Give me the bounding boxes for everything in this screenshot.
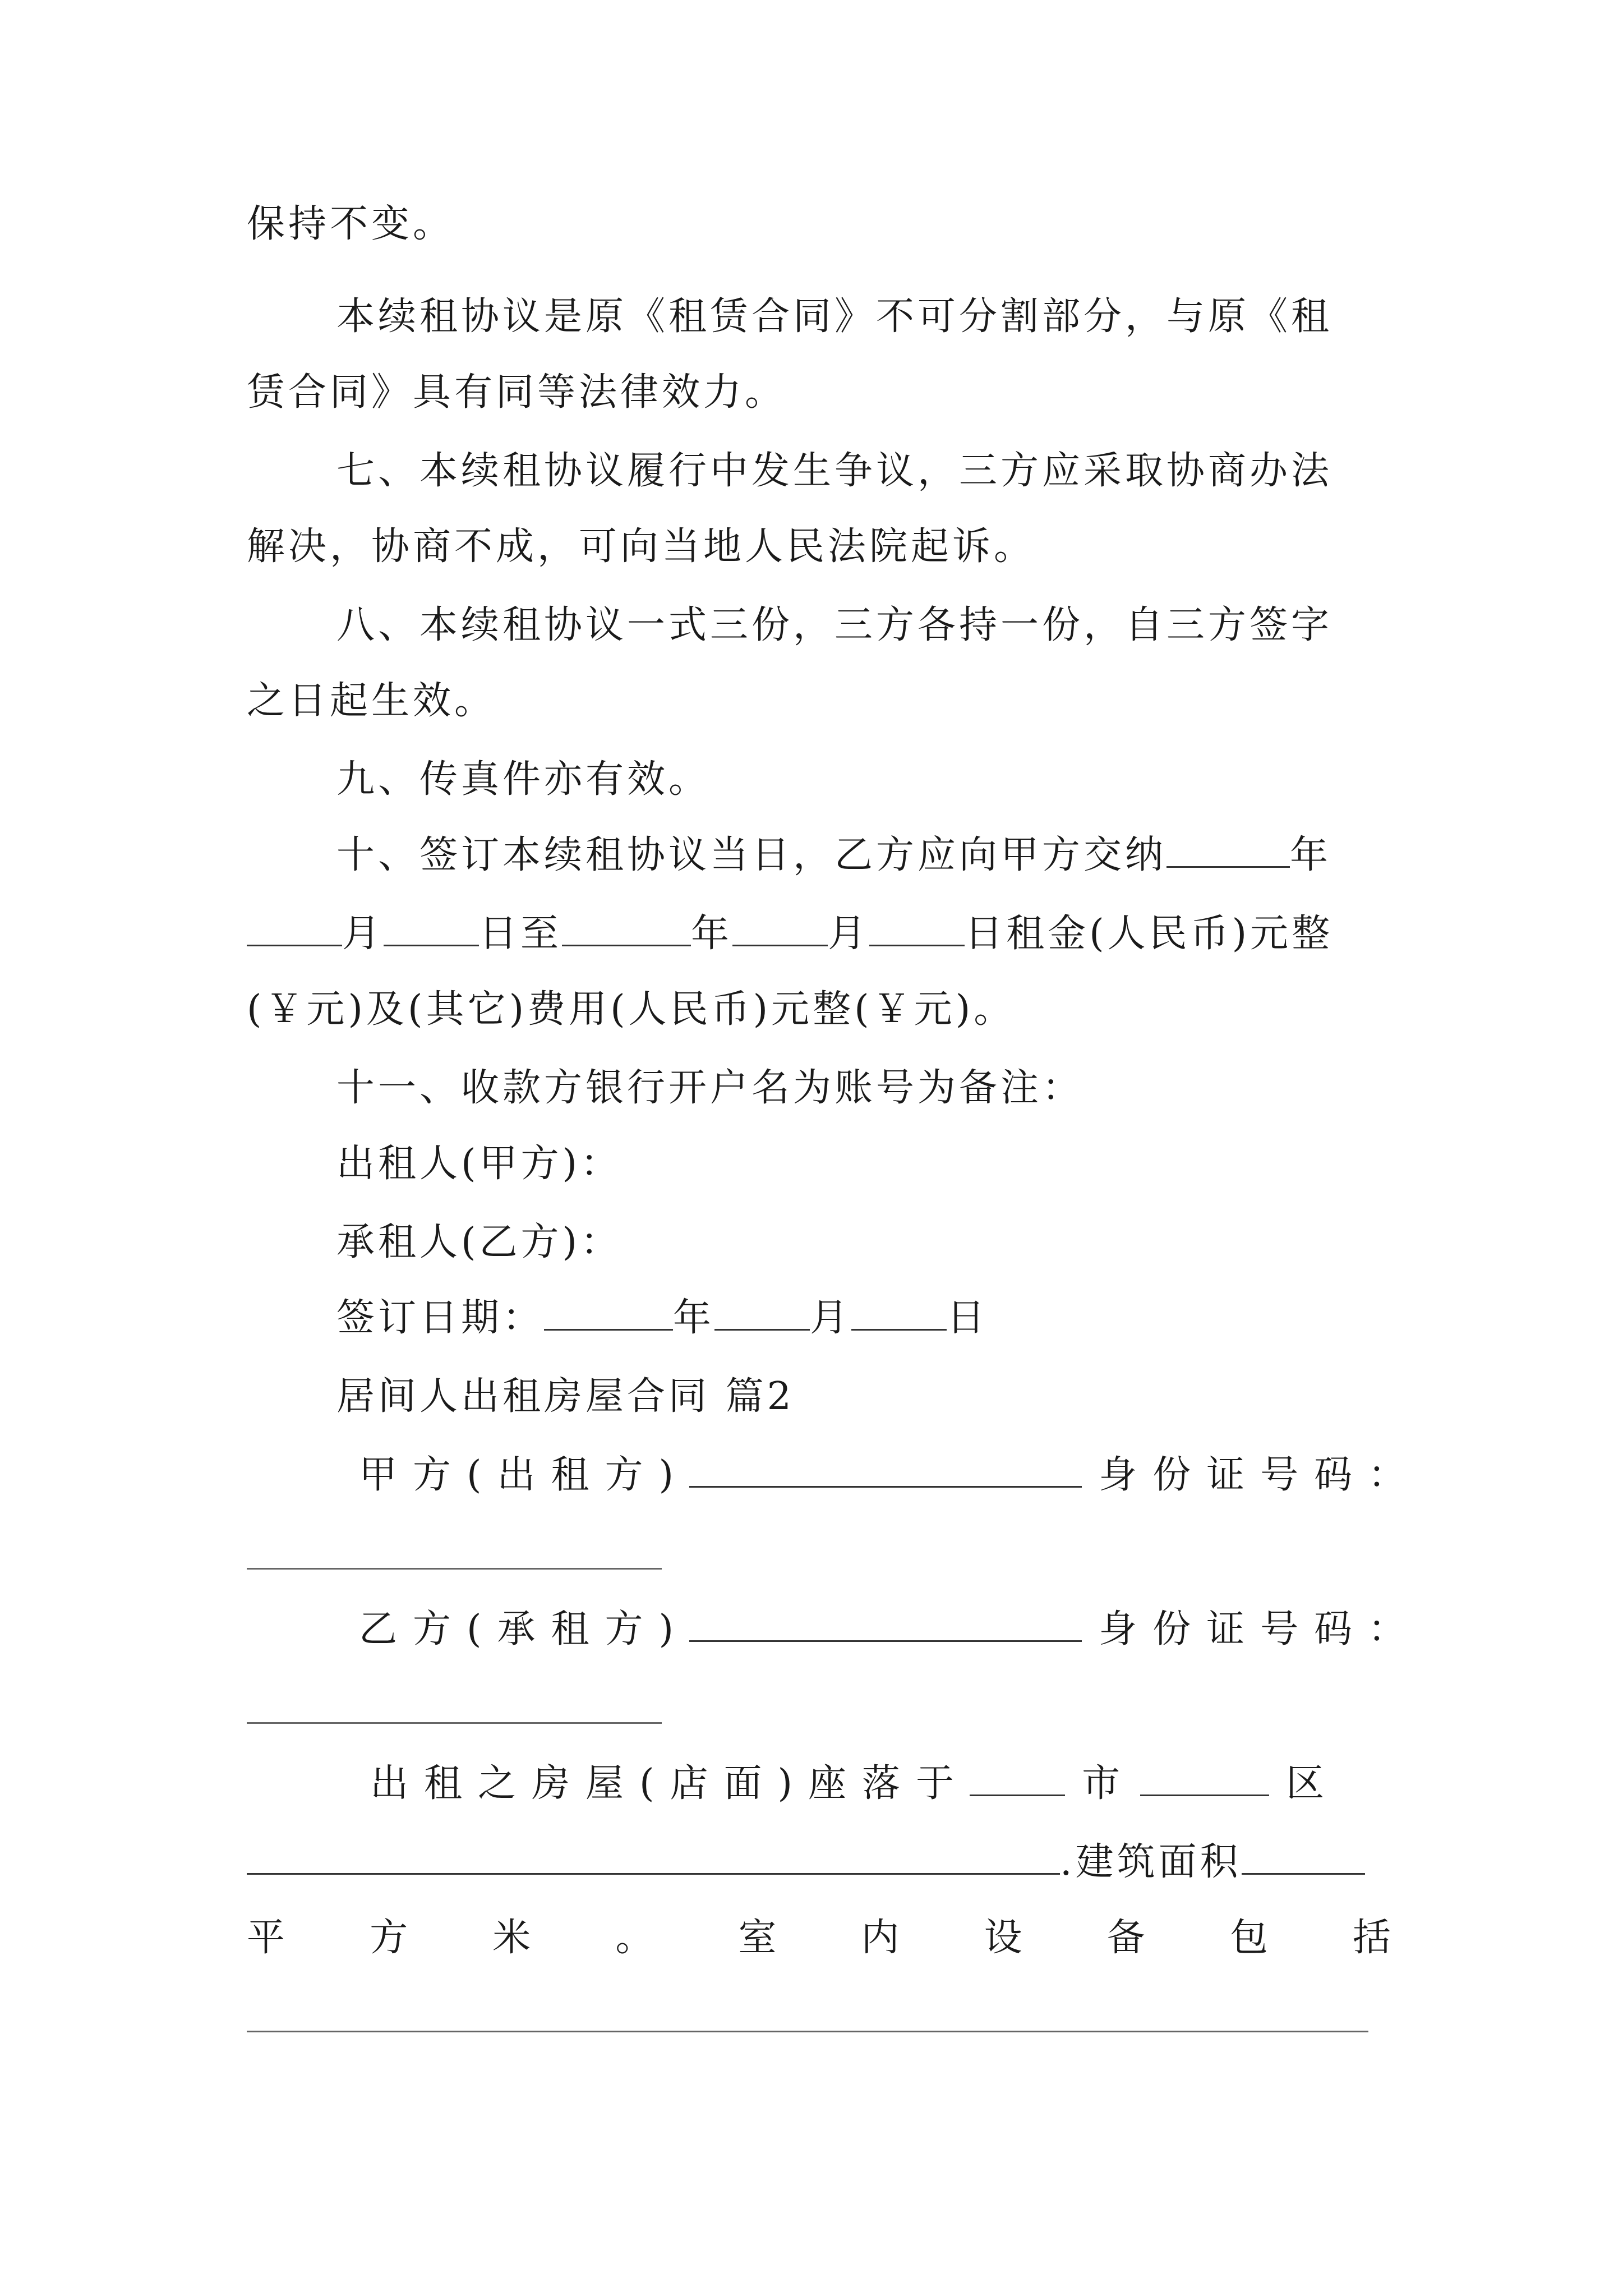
- char: 方: [370, 1916, 408, 1960]
- year-label: 年: [1290, 833, 1332, 877]
- blank-field[interactable]: [384, 911, 479, 946]
- text-line: 十一、收款方银行开户名为账号为备注：: [336, 1066, 1084, 1110]
- district-field[interactable]: [1140, 1761, 1269, 1796]
- equipment-line: [247, 1913, 1391, 1963]
- month-label: 月: [828, 912, 870, 956]
- blank-field[interactable]: [562, 911, 691, 946]
- blank-field[interactable]: [1166, 832, 1290, 868]
- char: 备: [1106, 1916, 1145, 1960]
- equipment-field[interactable]: [247, 2031, 1368, 2032]
- text-line: 解决，协商不成，可向当地人民法院起诉。: [247, 524, 1036, 569]
- party-a-line: [359, 1450, 1422, 1501]
- char: 米: [492, 1916, 531, 1960]
- char: 平: [247, 1916, 285, 1960]
- year-label: 年: [691, 912, 733, 956]
- text-line: 七、本续租协议履行中发生争议，三方应采取协商办法: [336, 449, 1333, 493]
- party-a-label: 甲方(出租方): [359, 1453, 690, 1497]
- text-line: 九、传真件亦有效。: [336, 757, 711, 802]
- blank-field[interactable]: [869, 911, 965, 946]
- char: 室: [738, 1916, 777, 1960]
- char: 括: [1352, 1916, 1391, 1960]
- blank-field[interactable]: [732, 911, 828, 946]
- blank-field[interactable]: [544, 1295, 673, 1331]
- char: 包: [1229, 1916, 1268, 1960]
- party-b-line: [359, 1604, 1422, 1655]
- city-label: 市: [1082, 1761, 1124, 1806]
- clause-text: 十、签订本续租协议当日，乙方应向甲方交纳: [336, 833, 1167, 877]
- year-label: 年: [673, 1296, 715, 1340]
- rent-label: 日租金(人民币)元整: [965, 912, 1334, 956]
- district-label: 区: [1286, 1761, 1328, 1806]
- text-line: 之日起生效。: [247, 679, 496, 723]
- text-line: 保持不变。: [247, 202, 455, 246]
- party-b-label: 乙方(承租方): [359, 1607, 690, 1651]
- id-number-label: 身份证号码：: [1099, 1453, 1422, 1497]
- signing-date-label: 签订日期：: [336, 1296, 545, 1340]
- text-line: (￥元)及(其它)费用(人民币)元整(￥元)。: [247, 987, 1016, 1032]
- area-label: .建筑面积: [1060, 1840, 1242, 1884]
- area-line: [247, 1837, 1391, 1888]
- char: 设: [984, 1916, 1022, 1960]
- id-number-label: 身份证号码：: [1099, 1607, 1422, 1651]
- location-label: 出租之房屋(店面)座落于: [370, 1761, 970, 1806]
- section-heading: 居间人出租房屋合同 篇2: [336, 1374, 795, 1419]
- payment-date-line: [247, 909, 1391, 959]
- blank-field[interactable]: [247, 911, 342, 946]
- payment-clause-line: [336, 830, 1391, 881]
- party-b-name-field[interactable]: [689, 1607, 1082, 1642]
- signing-date-line: [336, 1293, 1391, 1343]
- char: 内: [861, 1916, 900, 1960]
- party-a-name-field[interactable]: [689, 1452, 1082, 1488]
- area-field[interactable]: [1242, 1839, 1365, 1875]
- lessor-signature-label: 出租人(甲方)：: [336, 1142, 623, 1186]
- month-label: 月: [810, 1296, 852, 1340]
- party-a-id-field[interactable]: [247, 1568, 662, 1570]
- blank-field[interactable]: [851, 1295, 947, 1331]
- char: 。: [615, 1916, 654, 1960]
- lessee-signature-label: 承租人(乙方)：: [336, 1220, 623, 1264]
- party-b-id-field[interactable]: [247, 1722, 662, 1724]
- city-field[interactable]: [970, 1761, 1065, 1796]
- property-location-line: [370, 1759, 1391, 1809]
- text-line: 本续租协议是原《租赁合同》不可分割部分，与原《租: [336, 295, 1333, 339]
- day-to-label: 日至: [479, 912, 562, 956]
- month-label: 月: [342, 912, 384, 956]
- text-line: 八、本续租协议一式三份，三方各持一份，自三方签字: [336, 603, 1333, 647]
- address-field[interactable]: [247, 1839, 1060, 1875]
- day-label: 日: [947, 1296, 989, 1340]
- text-line: 赁合同》具有同等法律效力。: [247, 370, 787, 415]
- blank-field[interactable]: [714, 1295, 810, 1331]
